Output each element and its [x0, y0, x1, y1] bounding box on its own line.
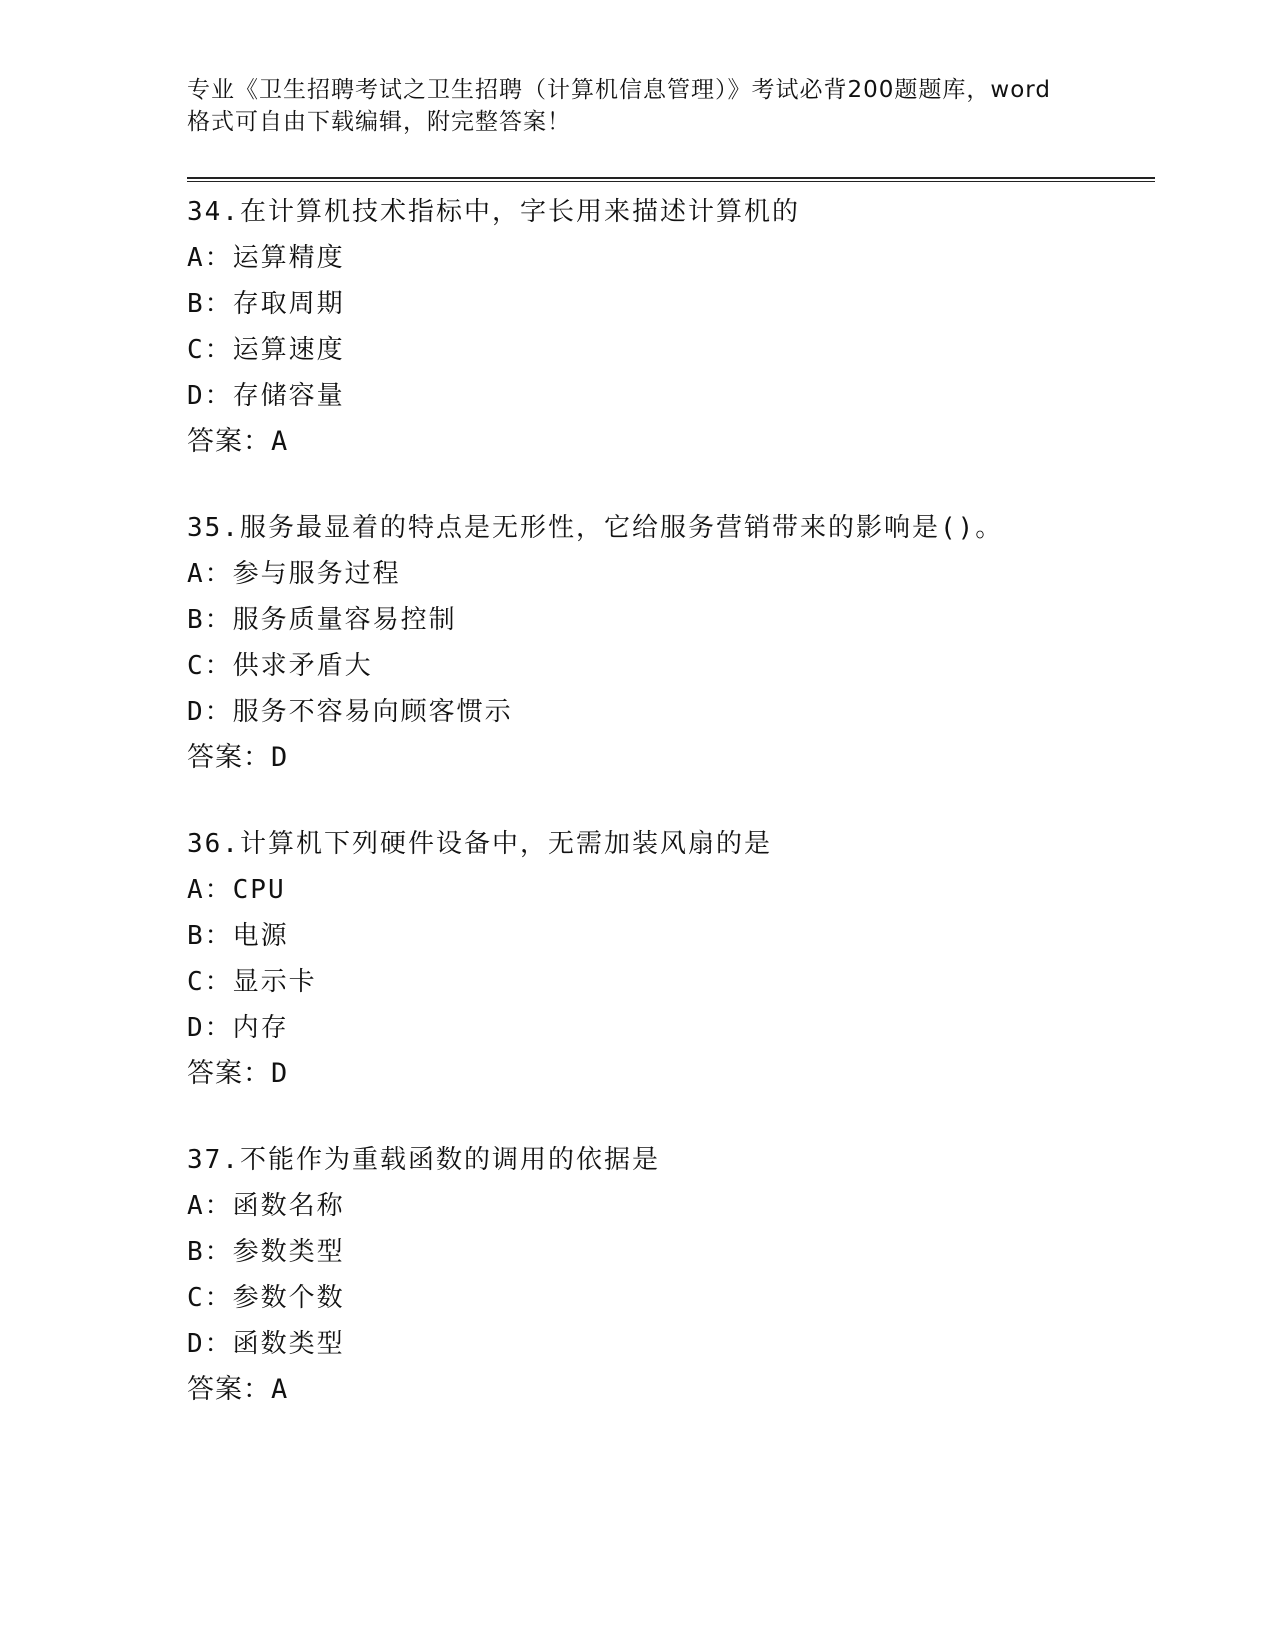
option-c: C：供求矛盾大 — [187, 651, 373, 681]
answer-value: D — [271, 742, 289, 773]
document-header — [187, 74, 1087, 138]
option-a: A：运算精度 — [187, 243, 345, 273]
question-item — [187, 189, 1155, 465]
answer-label: 答案： — [187, 742, 271, 773]
option-b: B：存取周期 — [187, 289, 345, 319]
answer-line — [187, 419, 1155, 465]
answer-value: D — [271, 1058, 289, 1089]
answer-label: 答案： — [187, 426, 271, 457]
answer-value: A — [271, 1374, 289, 1405]
question-item — [187, 1137, 1155, 1413]
question-stem: 36.计算机下列硬件设备中，无需加装风扇的是 — [187, 829, 772, 859]
option-a: A：CPU — [187, 875, 286, 905]
question-stem: 37.不能作为重载函数的调用的依据是 — [187, 1145, 660, 1175]
option-d: D：函数类型 — [187, 1329, 345, 1359]
answer-line — [187, 735, 1155, 781]
option-d: D：存储容量 — [187, 381, 345, 411]
header-line-1: 专业《卫生招聘考试之卫生招聘（计算机信息管理）》考试必背200题题库，word — [187, 77, 1051, 103]
answer-label: 答案： — [187, 1058, 271, 1089]
option-c: C：显示卡 — [187, 967, 317, 997]
answer-value: A — [271, 426, 289, 457]
option-d: D：服务不容易向顾客惯示 — [187, 697, 513, 727]
option-c: C：参数个数 — [187, 1283, 345, 1313]
option-b: B：电源 — [187, 921, 289, 951]
answer-line — [187, 1051, 1155, 1097]
question-item — [187, 505, 1155, 781]
option-a: A：参与服务过程 — [187, 559, 401, 589]
question-list — [187, 189, 1155, 1453]
header-line-2: 格式可自由下载编辑，附完整答案！ — [187, 109, 571, 135]
option-b: B：参数类型 — [187, 1237, 345, 1267]
question-stem: 35.服务最显着的特点是无形性，它给服务营销带来的影响是()。 — [187, 513, 1004, 543]
option-c: C：运算速度 — [187, 335, 345, 365]
answer-label: 答案： — [187, 1374, 271, 1405]
question-stem: 34.在计算机技术指标中，字长用来描述计算机的 — [187, 197, 800, 227]
answer-line — [187, 1367, 1155, 1413]
option-d: D：内存 — [187, 1013, 289, 1043]
option-a: A：函数名称 — [187, 1191, 345, 1221]
question-item — [187, 821, 1155, 1097]
option-b: B：服务质量容易控制 — [187, 605, 457, 635]
header-divider — [187, 177, 1155, 182]
